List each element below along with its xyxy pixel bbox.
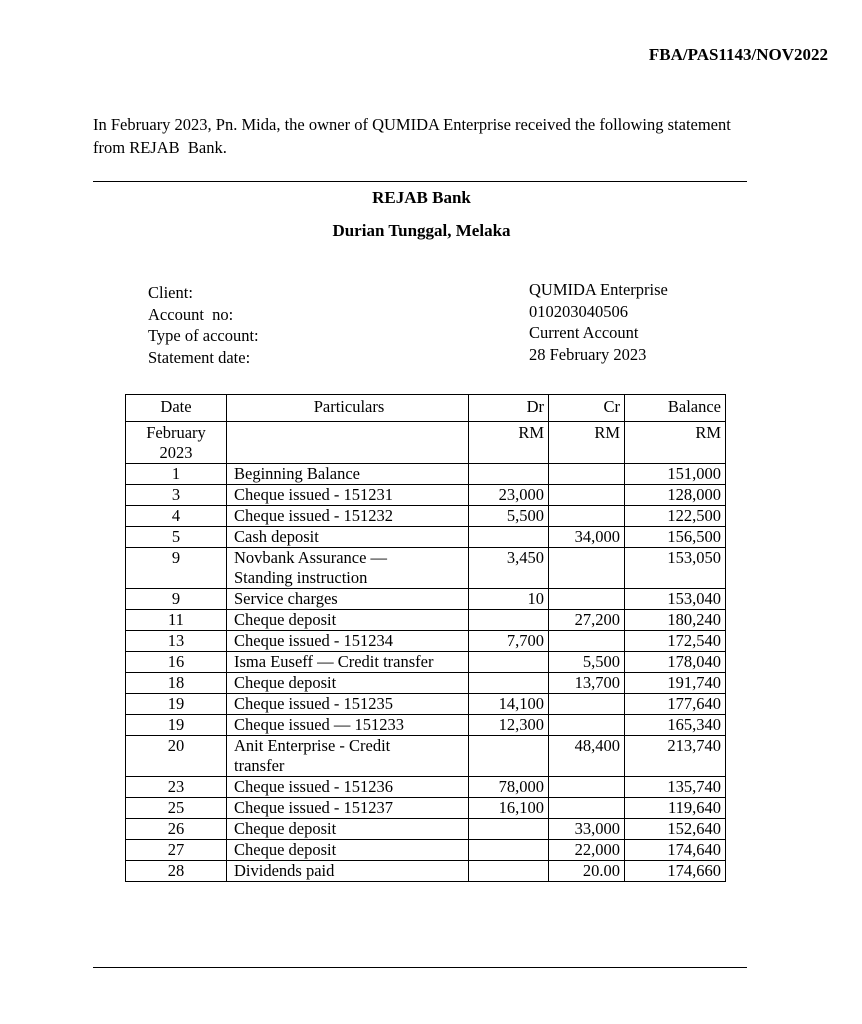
table-row (126, 798, 726, 819)
header-balance: Balance (625, 395, 726, 422)
account-no-value: 010203040506 (529, 301, 628, 321)
row-date: 3 (126, 485, 227, 506)
row-balance: 119,640 (625, 798, 726, 819)
bank-location: Durian Tunggal, Melaka (332, 221, 511, 240)
row-cr (549, 694, 625, 715)
row-date: 20 (126, 736, 227, 777)
row-cr: 27,200 (549, 610, 625, 631)
row-cr (549, 464, 625, 485)
row-balance: 174,640 (625, 840, 726, 861)
row-particulars (227, 840, 469, 861)
row-particulars-line: Isma Euseff — Credit transfer (234, 652, 434, 671)
row-balance: 153,050 (625, 548, 726, 589)
row-particulars (227, 589, 469, 610)
row-dr: 7,700 (469, 631, 549, 652)
table-row (126, 840, 726, 861)
row-dr: 78,000 (469, 777, 549, 798)
row-cr (549, 715, 625, 736)
row-balance: 122,500 (625, 506, 726, 527)
row-particulars (227, 798, 469, 819)
row-cr: 5,500 (549, 652, 625, 673)
subheader-month-year (126, 422, 227, 464)
row-balance: 177,640 (625, 694, 726, 715)
row-date: 25 (126, 798, 227, 819)
table-row (126, 736, 726, 777)
row-balance: 174,660 (625, 861, 726, 882)
subheader-dr-unit: RM (469, 422, 549, 464)
account-info-labels (148, 282, 259, 368)
table-row (126, 819, 726, 840)
row-particulars-line: Novbank Assurance — (234, 548, 388, 567)
bottom-divider (93, 967, 747, 968)
row-dr (469, 610, 549, 631)
header-date: Date (126, 395, 227, 422)
table-row (126, 610, 726, 631)
row-dr: 5,500 (469, 506, 549, 527)
row-particulars-line: Dividends paid (234, 861, 335, 880)
row-date: 18 (126, 673, 227, 694)
row-particulars (227, 548, 469, 589)
intro-line-1: In February 2023, Pn. Mida, the owner of QUMIDA Enterprise received the following statement (93, 115, 731, 134)
bank-statement-table (125, 394, 726, 882)
row-balance: 191,740 (625, 673, 726, 694)
row-particulars (227, 652, 469, 673)
row-date: 11 (126, 610, 227, 631)
header-particulars: Particulars (227, 395, 469, 422)
row-cr: 48,400 (549, 736, 625, 777)
top-divider (93, 181, 747, 182)
row-balance: 153,040 (625, 589, 726, 610)
row-date: 1 (126, 464, 227, 485)
row-dr (469, 736, 549, 777)
table-row (126, 589, 726, 610)
table-row (126, 777, 726, 798)
header-cr: Cr (549, 395, 625, 422)
row-cr: 22,000 (549, 840, 625, 861)
subheader-balance-unit: RM (625, 422, 726, 464)
row-dr: 3,450 (469, 548, 549, 589)
row-particulars-line: Cheque issued - 151231 (234, 485, 394, 504)
client-label: Client: (148, 283, 193, 302)
row-cr (549, 777, 625, 798)
row-date: 27 (126, 840, 227, 861)
header-dr: Dr (469, 395, 549, 422)
row-cr (549, 506, 625, 527)
table-row (126, 652, 726, 673)
client-value: QUMIDA Enterprise (529, 280, 668, 299)
row-cr: 33,000 (549, 819, 625, 840)
row-date: 28 (126, 861, 227, 882)
statement-date-label: Statement date: (148, 347, 251, 367)
account-no-label: Account no: (148, 304, 234, 324)
row-particulars-line: Beginning Balance (234, 464, 361, 483)
table-row (126, 861, 726, 882)
row-dr (469, 527, 549, 548)
row-particulars-line: Cheque issued - 151237 (234, 798, 394, 817)
account-info-values (529, 279, 668, 365)
table-row (126, 527, 726, 548)
row-particulars (227, 485, 469, 506)
row-particulars-line-2: Standing instruction (234, 568, 368, 587)
row-particulars (227, 631, 469, 652)
row-particulars-line: Cheque issued - 151235 (234, 694, 394, 713)
row-balance: 135,740 (625, 777, 726, 798)
subheader-month: February (146, 423, 206, 442)
row-date: 19 (126, 715, 227, 736)
table-header-row (126, 395, 726, 422)
row-particulars (227, 610, 469, 631)
table-body (126, 464, 726, 882)
row-particulars (227, 506, 469, 527)
row-particulars (227, 527, 469, 548)
row-particulars-line: Cheque deposit (234, 819, 337, 838)
row-particulars-line: Cheque issued — 151233 (234, 715, 405, 734)
row-particulars-line-2: transfer (234, 756, 285, 775)
row-particulars (227, 715, 469, 736)
row-cr: 34,000 (549, 527, 625, 548)
row-particulars-line: Service charges (234, 589, 338, 608)
row-date: 5 (126, 527, 227, 548)
row-balance: 152,640 (625, 819, 726, 840)
row-balance: 180,240 (625, 610, 726, 631)
intro-line-2: from REJAB Bank. (93, 138, 227, 157)
table-row (126, 694, 726, 715)
table-row (126, 631, 726, 652)
table-row (126, 464, 726, 485)
row-cr (549, 798, 625, 819)
row-date: 9 (126, 548, 227, 589)
row-particulars (227, 673, 469, 694)
row-balance: 165,340 (625, 715, 726, 736)
row-balance: 178,040 (625, 652, 726, 673)
table-row (126, 485, 726, 506)
row-cr: 13,700 (549, 673, 625, 694)
table-row (126, 673, 726, 694)
account-type-label: Type of account: (148, 326, 259, 345)
row-dr (469, 840, 549, 861)
row-dr (469, 464, 549, 485)
row-dr (469, 652, 549, 673)
row-particulars-line: Cheque deposit (234, 610, 337, 629)
row-particulars (227, 736, 469, 777)
row-particulars-line: Cash deposit (234, 527, 319, 546)
row-particulars (227, 819, 469, 840)
table-subheader-row (126, 422, 726, 464)
row-date: 26 (126, 819, 227, 840)
row-balance: 128,000 (625, 485, 726, 506)
row-date: 13 (126, 631, 227, 652)
row-dr (469, 819, 549, 840)
row-dr (469, 861, 549, 882)
row-particulars (227, 694, 469, 715)
row-particulars (227, 861, 469, 882)
row-balance: 172,540 (625, 631, 726, 652)
statement-date-value: 28 February 2023 (529, 344, 647, 364)
row-particulars-line: Cheque issued - 151234 (234, 631, 394, 650)
row-balance: 213,740 (625, 736, 726, 777)
row-date: 4 (126, 506, 227, 527)
row-dr (469, 673, 549, 694)
bank-name: REJAB Bank (372, 188, 471, 207)
subheader-cr-unit: RM (549, 422, 625, 464)
intro-paragraph (93, 113, 838, 159)
row-particulars-line: Cheque deposit (234, 840, 337, 859)
row-dr: 12,300 (469, 715, 549, 736)
table-row (126, 715, 726, 736)
row-dr: 23,000 (469, 485, 549, 506)
row-particulars-line: Cheque deposit (234, 673, 337, 692)
row-particulars (227, 777, 469, 798)
row-date: 9 (126, 589, 227, 610)
row-date: 19 (126, 694, 227, 715)
row-particulars (227, 464, 469, 485)
document-code: FBA/PAS1143/NOV2022 (648, 45, 828, 64)
row-cr (549, 589, 625, 610)
row-cr (549, 548, 625, 589)
row-particulars-line: Anit Enterprise - Credit (234, 736, 391, 755)
row-particulars-line: Cheque issued - 151236 (234, 777, 394, 796)
row-cr: 20.00 (549, 861, 625, 882)
table-row (126, 548, 726, 589)
account-type-value: Current Account (529, 323, 639, 342)
row-balance: 156,500 (625, 527, 726, 548)
row-cr (549, 485, 625, 506)
table-row (126, 506, 726, 527)
row-particulars-line: Cheque issued - 151232 (234, 506, 394, 525)
row-balance: 151,000 (625, 464, 726, 485)
row-dr: 16,100 (469, 798, 549, 819)
row-cr (549, 631, 625, 652)
row-date: 16 (126, 652, 227, 673)
subheader-year: 2023 (159, 443, 193, 462)
subheader-particulars-empty (227, 422, 469, 464)
row-dr: 14,100 (469, 694, 549, 715)
row-date: 23 (126, 777, 227, 798)
row-dr: 10 (469, 589, 549, 610)
